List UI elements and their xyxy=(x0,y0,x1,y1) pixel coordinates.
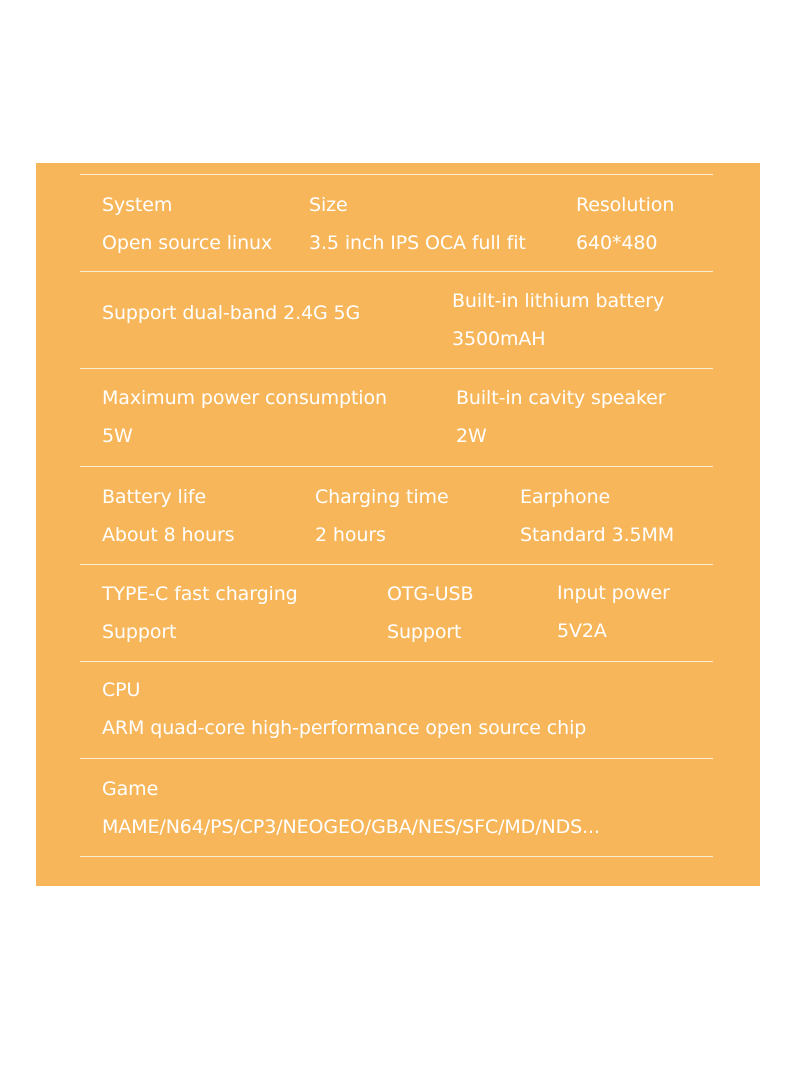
spec-label: OTG-USB xyxy=(387,583,474,605)
spec-value: Support xyxy=(387,621,462,643)
spec-type-c xyxy=(102,581,298,645)
spec-label: TYPE-C fast charging xyxy=(102,583,298,605)
divider xyxy=(80,271,713,272)
spec-label: CPU xyxy=(102,679,141,701)
spec-label: Input power xyxy=(557,582,670,604)
spec-label: Earphone xyxy=(520,486,611,508)
divider xyxy=(80,368,713,369)
spec-speaker xyxy=(456,385,665,449)
spec-size xyxy=(309,192,526,256)
spec-label: Resolution xyxy=(576,194,675,216)
spec-label: Size xyxy=(309,194,348,216)
divider xyxy=(80,174,713,175)
spec-power-consumption xyxy=(102,385,387,449)
spec-label: System xyxy=(102,194,173,216)
spec-value: 5V2A xyxy=(557,620,607,642)
spec-label: Charging time xyxy=(315,486,449,508)
spec-value: MAME/N64/PS/CP3/NEOGEO/GBA/NES/SFC/MD/NDS... xyxy=(102,816,600,838)
spec-label: Built-in lithium battery xyxy=(452,290,665,312)
spec-charging-time xyxy=(315,484,449,548)
divider xyxy=(80,564,713,565)
spec-value: Support xyxy=(102,621,177,643)
divider xyxy=(80,758,713,759)
divider xyxy=(80,856,713,857)
spec-value: Open source linux xyxy=(102,232,273,254)
spec-value: 3.5 inch IPS OCA full fit xyxy=(309,232,526,254)
spec-value: 3500mAH xyxy=(452,328,546,350)
spec-value: Support dual-band 2.4G 5G xyxy=(102,302,361,324)
spec-input-power xyxy=(557,580,670,644)
divider xyxy=(80,661,713,662)
spec-system xyxy=(102,192,272,256)
spec-value: About 8 hours xyxy=(102,524,235,546)
spec-value: Standard 3.5MM xyxy=(520,524,675,546)
divider xyxy=(80,466,713,467)
spec-otg-usb xyxy=(387,581,473,645)
spec-wifi xyxy=(102,288,360,326)
spec-value: 2 hours xyxy=(315,524,386,546)
spec-earphone xyxy=(520,484,674,548)
spec-battery-life xyxy=(102,484,234,548)
spec-value: 640*480 xyxy=(576,232,658,254)
spec-label: Built-in cavity speaker xyxy=(456,387,666,409)
spec-value: 5W xyxy=(102,425,133,447)
spec-value: 2W xyxy=(456,425,487,447)
spec-label: Maximum power consumption xyxy=(102,387,387,409)
spec-value: ARM quad-core high-performance open source chip xyxy=(102,717,587,739)
spec-cpu xyxy=(102,677,586,741)
spec-label: Game xyxy=(102,778,159,800)
spec-game xyxy=(102,776,600,840)
spec-resolution xyxy=(576,192,674,256)
spec-label: Battery life xyxy=(102,486,207,508)
spec-battery xyxy=(452,288,664,352)
